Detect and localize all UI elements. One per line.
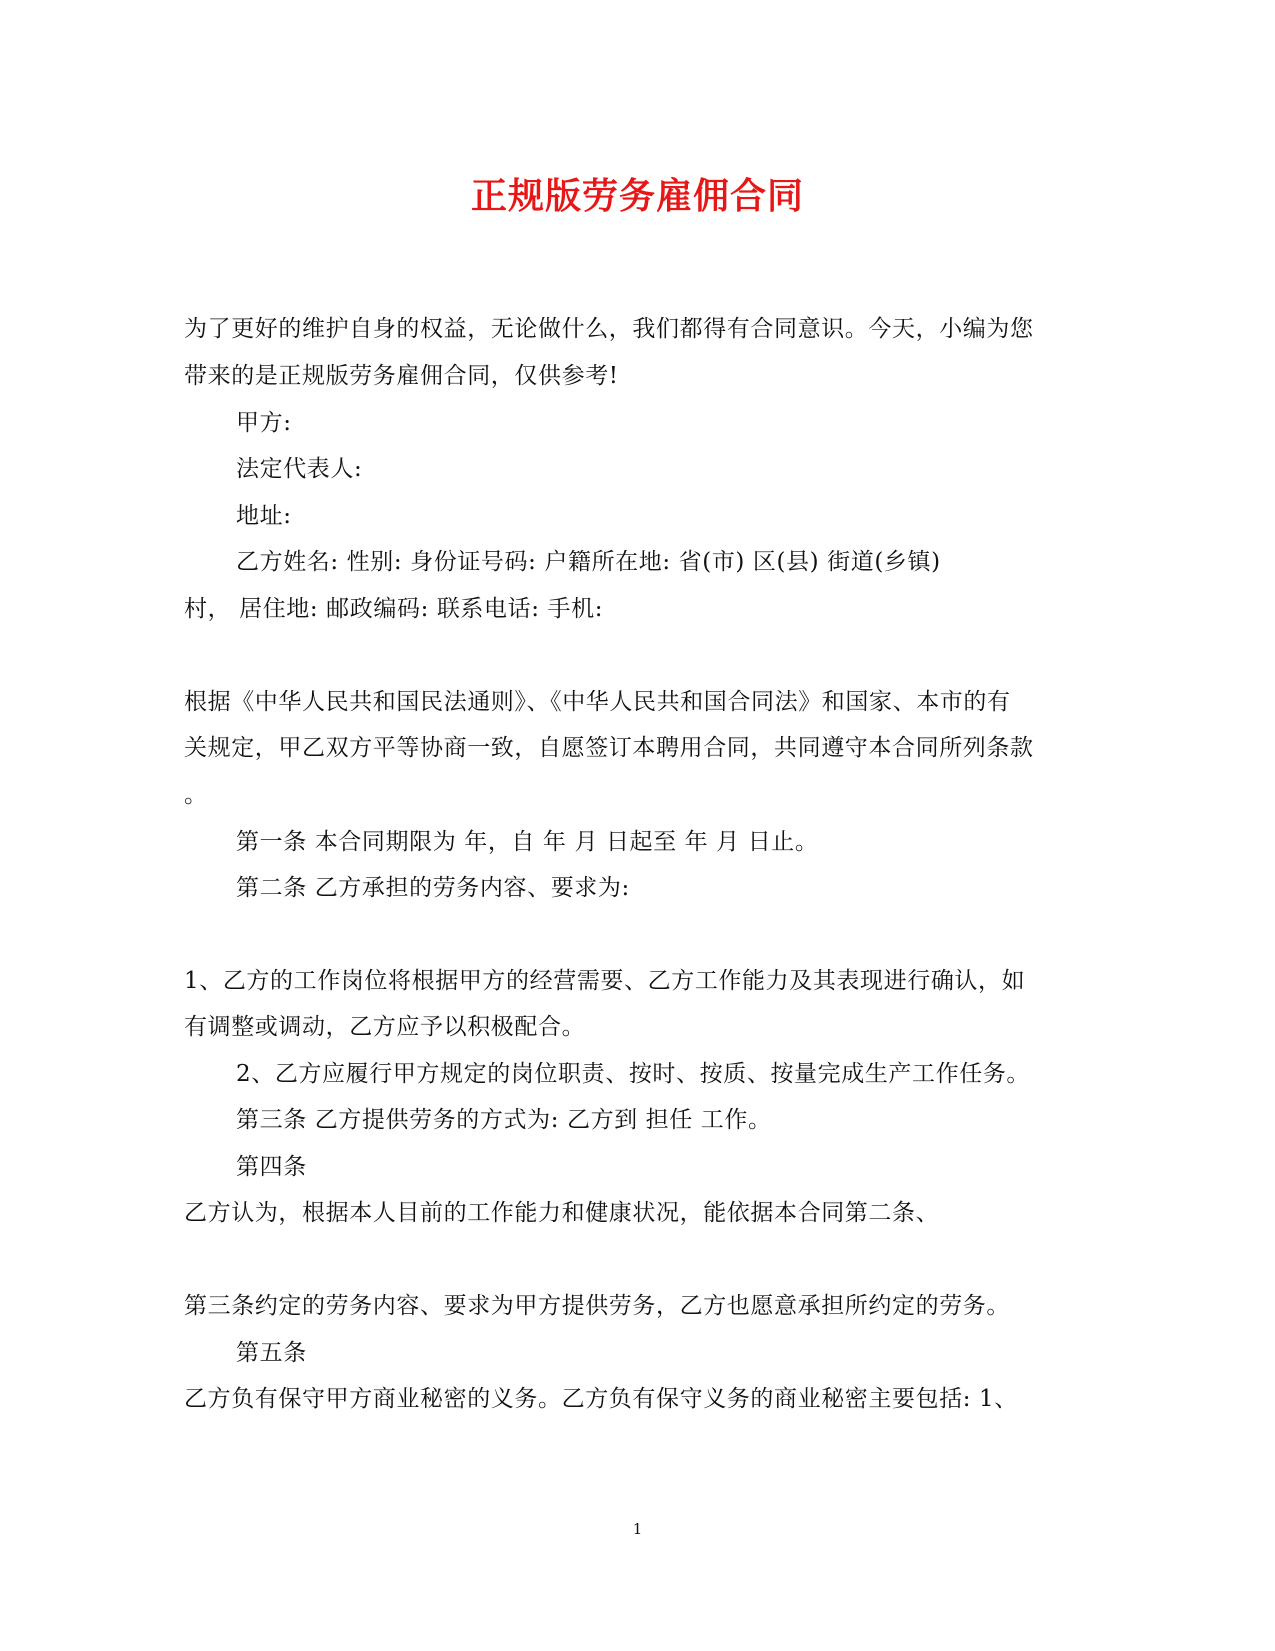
article-4-line-2: 第三条约定的劳务内容、要求为甲方提供劳务，乙方也愿意承担所约定的劳务。 bbox=[184, 1293, 1010, 1319]
article-2-item-2: 2、乙方应履行甲方规定的岗位职责、按时、按质、按量完成生产工作任务。 bbox=[236, 1061, 1031, 1087]
basis-line-3: 。 bbox=[184, 782, 208, 808]
party-a-label: 甲方: bbox=[236, 410, 292, 436]
article-2-item-1-line-2: 有调整或调动，乙方应予以积极配合。 bbox=[184, 1014, 586, 1040]
article-1: 第一条 本合同期限为 年，自 年 月 日起至 年 月 日止。 bbox=[236, 829, 819, 855]
article-5-heading: 第五条 bbox=[236, 1340, 307, 1366]
article-2-heading: 第二条 乙方承担的劳务内容、要求为: bbox=[236, 875, 630, 901]
basis-line-2: 关规定，甲乙双方平等协商一致，自愿签订本聘用合同，共同遵守本合同所列条款 bbox=[184, 735, 1034, 761]
article-5-line-1: 乙方负有保守甲方商业秘密的义务。乙方负有保守义务的商业秘密主要包括: 1、 bbox=[184, 1386, 1018, 1412]
document-title: 正规版劳务雇佣合同 bbox=[470, 175, 804, 217]
basis-line-1: 根据《中华人民共和国民法通则》、《中华人民共和国合同法》和国家、本市的有 bbox=[184, 689, 1011, 715]
page-number: 1 bbox=[632, 1520, 643, 1538]
body-line-intro-2: 带来的是正规版劳务雇佣合同，仅供参考! bbox=[184, 363, 619, 389]
legal-representative-label: 法定代表人: bbox=[236, 456, 363, 482]
article-4-line-1: 乙方认为，根据本人目前的工作能力和健康状况，能依据本合同第二条、 bbox=[184, 1200, 940, 1226]
party-b-info-line-2: 村， 居住地: 邮政编码: 联系电话: 手机: bbox=[184, 596, 604, 622]
article-4-heading: 第四条 bbox=[236, 1154, 307, 1180]
body-line-intro-1: 为了更好的维护自身的权益，无论做什么，我们都得有合同意识。今天，小编为您 bbox=[184, 316, 1034, 342]
article-3: 第三条 乙方提供劳务的方式为: 乙方到 担任 工作。 bbox=[236, 1107, 772, 1133]
article-2-item-1-line-1: 1、乙方的工作岗位将根据甲方的经营需要、乙方工作能力及其表现进行确认，如 bbox=[184, 968, 1026, 994]
address-label: 地址: bbox=[236, 503, 292, 529]
party-b-info-line-1: 乙方姓名: 性别: 身份证号码: 户籍所在地: 省(市) 区(县) 街道(乡镇) bbox=[236, 549, 941, 575]
